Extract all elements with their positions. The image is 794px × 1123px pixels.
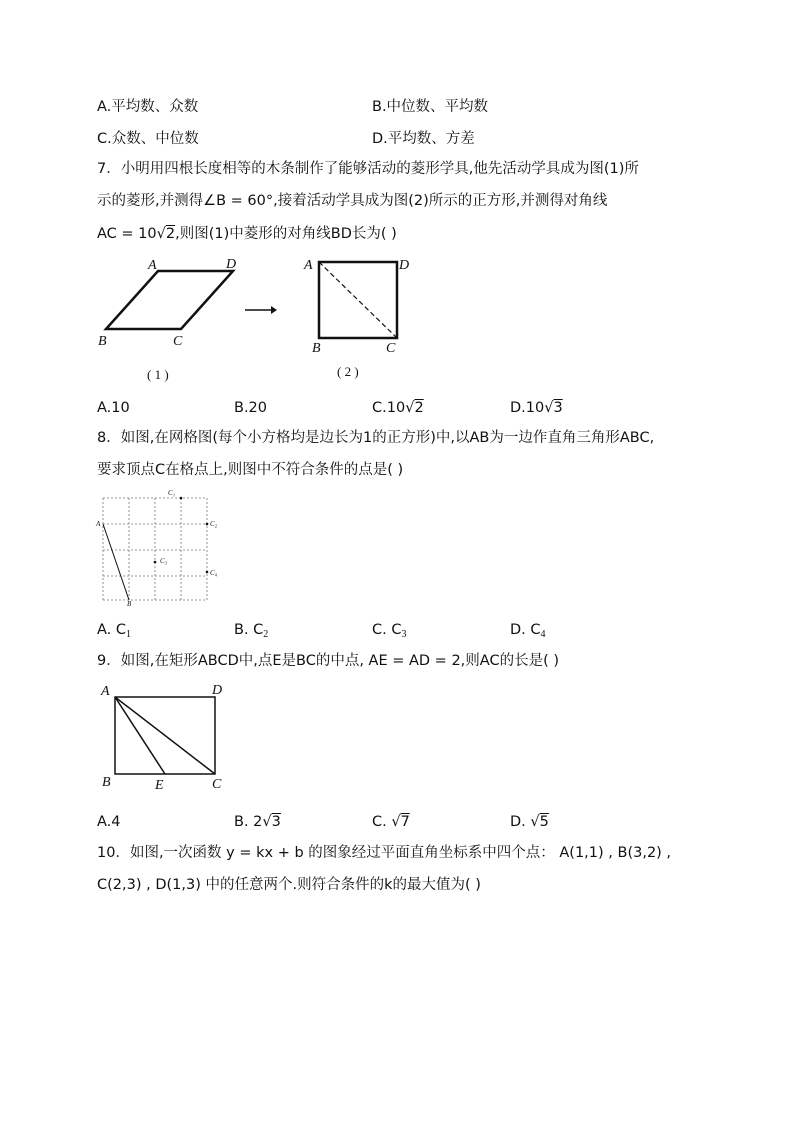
point-c4 xyxy=(206,571,209,574)
q6-option-a: A.平均数、众数 xyxy=(97,99,199,115)
grid-label-c3: C₃ xyxy=(160,557,168,565)
grid-label-c2: C₂ xyxy=(210,520,218,528)
arrow-right-icon xyxy=(243,298,283,318)
fig1-caption: ( 1 ) xyxy=(147,367,169,382)
q9-option-a: A.4 xyxy=(97,814,121,830)
point-c1 xyxy=(180,497,183,500)
fig2-label-c: C xyxy=(386,341,396,356)
q7-option-d xyxy=(510,398,563,418)
q8-option-b-sub: 2 xyxy=(263,629,269,640)
point-c3 xyxy=(154,561,157,564)
q10-text-line2: C(2,3) , D(1,3) 中的任意两个.则符合条件的k的最大值为( ) xyxy=(97,877,481,893)
fig1-label-a: A xyxy=(148,258,157,273)
q8-option-c-label: C. C xyxy=(372,622,402,638)
fig2-label-d: D xyxy=(399,258,410,273)
fig1-label-b: B xyxy=(98,334,107,349)
q7-option-d-radicand: 3 xyxy=(553,400,563,416)
sqrt-icon: √ xyxy=(530,814,540,830)
q7-line3-rest: ,则图(1)中菱形的对角线BD长为( ) xyxy=(175,226,397,242)
q9-option-c-coef: C. xyxy=(372,814,392,830)
q7-option-c-coef: C.10 xyxy=(372,400,406,416)
fig2-caption: ( 2 ) xyxy=(337,364,359,379)
q9-rectangle-figure xyxy=(98,682,238,792)
sqrt-icon: √ xyxy=(156,226,166,242)
q7-option-c xyxy=(372,398,424,418)
sqrt-icon: √ xyxy=(391,814,401,830)
q8-option-d xyxy=(510,620,546,645)
q8-text-line2: 要求顶点C在格点上,则图中不符合条件的点是( ) xyxy=(97,462,404,478)
q9-option-b-coef: B. 2 xyxy=(234,814,263,830)
q8-grid-figure xyxy=(94,486,218,608)
q6-option-c: C.众数、中位数 xyxy=(97,131,199,147)
grid-lines xyxy=(103,498,207,600)
q9-text-line1: 9．如图,在矩形ABCD中,点E是BC的中点, AE = AD = 2,则AC的长是( ) xyxy=(97,653,559,669)
q7-option-a: A.10 xyxy=(97,400,130,416)
grid-label-c4: C₄ xyxy=(210,569,218,577)
rect-label-b: B xyxy=(102,775,111,790)
fig2-label-b: B xyxy=(312,341,321,356)
segment-ac xyxy=(115,697,215,774)
segment-ae xyxy=(115,697,165,774)
rect-label-a: A xyxy=(101,684,110,699)
q9-option-d-coef: D. xyxy=(510,814,531,830)
q8-option-d-label: D. C xyxy=(510,622,541,638)
q8-text-line1: 8．如图,在网格图(每个小方格均是边长为1的正方形)中,以AB为一边作直角三角形ABC, xyxy=(97,430,655,446)
square-diagonal xyxy=(319,262,397,338)
q9-option-b-radicand: 3 xyxy=(271,814,281,830)
rect-label-d: D xyxy=(212,683,223,698)
sqrt-icon: √ xyxy=(544,400,554,416)
q8-option-c-sub: 3 xyxy=(401,629,407,640)
q7-text-line3 xyxy=(97,224,397,244)
fig1-label-d: D xyxy=(226,257,237,272)
q9-option-b xyxy=(234,812,281,832)
rect-label-e: E xyxy=(155,778,164,793)
q7-option-d-coef: D.10 xyxy=(510,400,545,416)
grid-label-c1: C₁ xyxy=(168,489,176,497)
rect-label-c: C xyxy=(212,777,222,792)
q8-option-b xyxy=(234,620,268,645)
rhombus-shape xyxy=(106,271,233,329)
q9-option-c-radicand: 7 xyxy=(400,814,410,830)
q8-option-d-sub: 4 xyxy=(540,629,546,640)
sqrt-icon: √ xyxy=(405,400,415,416)
grid-label-b: B xyxy=(127,600,132,608)
point-c2 xyxy=(206,523,209,526)
q8-option-a-label: A. C xyxy=(97,622,127,638)
sqrt-icon: √ xyxy=(262,814,272,830)
q8-option-b-label: B. C xyxy=(234,622,264,638)
segment-ab xyxy=(103,524,129,600)
grid-label-a: A xyxy=(96,520,101,528)
q7-option-b: B.20 xyxy=(234,400,268,416)
q9-option-c xyxy=(372,812,410,832)
q8-option-c xyxy=(372,620,406,645)
q7-figure1-rhombus xyxy=(95,255,245,382)
q7-option-c-radicand: 2 xyxy=(414,400,424,416)
q6-option-b: B.中位数、平均数 xyxy=(372,99,489,115)
q7-text-line2: 示的菱形,并测得∠B = 60°,接着活动学具成为图(2)所示的正方形,并测得对角线 xyxy=(97,193,608,209)
fig1-label-c: C xyxy=(173,334,183,349)
q9-option-d xyxy=(510,812,549,832)
q7-ac-radicand: 2 xyxy=(165,226,176,242)
q7-figure2-square xyxy=(300,255,410,379)
q7-ac-value: AC = 10 xyxy=(97,226,157,242)
q9-option-d-radicand: 5 xyxy=(539,814,549,830)
q6-option-d: D.平均数、方差 xyxy=(372,131,475,147)
fig2-label-a: A xyxy=(304,258,313,273)
q8-option-a-sub: 1 xyxy=(126,629,132,640)
q7-text-line1: 7．小明用四根长度相等的木条制作了能够活动的菱形学具,他先活动学具成为图(1)所 xyxy=(97,161,639,177)
q8-option-a xyxy=(97,620,131,645)
q10-text-line1: 10．如图,一次函数 y = kx + b 的图象经过平面直角坐标系中四个点： A(1,1) , B(3,2) , xyxy=(97,845,672,861)
